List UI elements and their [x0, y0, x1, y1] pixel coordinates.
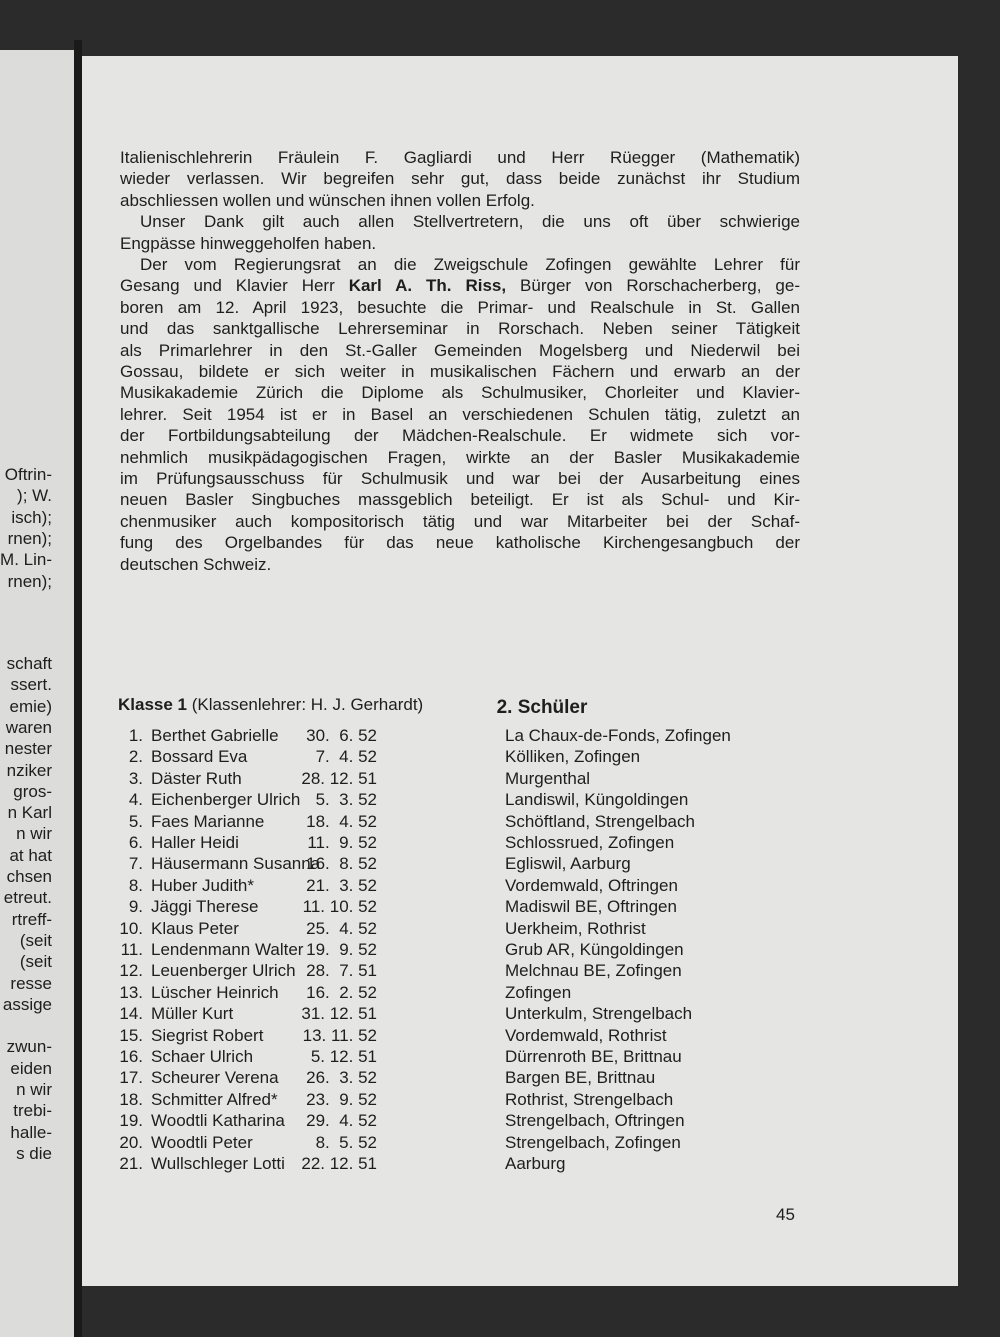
hometown-residence: Uerkheim, Rothrist — [505, 918, 646, 938]
hometown-residence: Landiswil, Küngoldingen — [505, 790, 689, 810]
hometown-residence: Strengelbach, Zofingen — [505, 1132, 681, 1152]
hometown-residence: Melchnau BE, Zofingen — [505, 961, 682, 981]
table-row — [0, 1047, 900, 1068]
birth-date: 16. 8. 52 — [306, 854, 377, 874]
body-text-line: chenmusiker auch kompositorisch tätig und war Mitarbeiter bei der Schaf- — [120, 511, 800, 531]
class-info — [118, 695, 423, 715]
student-number: 9. — [128, 897, 143, 917]
body-text-line: Engpässe hinweggeholfen haben. — [120, 233, 377, 253]
body-text-line: Musikakademie Zürich die Diplome als Schulmusiker, Chorleiter und Klavier- — [120, 383, 800, 403]
student-name: Häusermann Susanna — [151, 854, 321, 874]
student-number: 4. — [128, 790, 143, 810]
left-page-line: eiden — [10, 1058, 52, 1078]
table-row — [0, 1133, 900, 1154]
table-row — [0, 1026, 900, 1047]
student-number: 17. — [119, 1068, 143, 1088]
student-number: 1. — [128, 726, 143, 745]
left-page-line: resse — [10, 973, 52, 993]
student-name: Schaer Ulrich — [151, 1047, 254, 1066]
student-number: 5. — [128, 811, 143, 831]
student-name: Scheurer Verena — [151, 1068, 279, 1088]
left-page-line: nziker — [6, 760, 52, 780]
birth-date: 28. 12. 51 — [301, 768, 377, 788]
student-name: Eichenberger Ulrich — [151, 790, 301, 810]
hometown-residence: Murgenthal — [505, 768, 591, 788]
class-teacher: (Klassenlehrer: H. J. Gerhardt) — [191, 695, 424, 714]
body-text-line: Unser Dank gilt auch allen Stellvertretern, die uns oft über schwierige — [140, 212, 800, 232]
student-number: 3. — [128, 768, 143, 788]
table-row — [0, 747, 900, 768]
table-row — [0, 919, 900, 940]
hometown-residence: Kölliken, Zofingen — [505, 747, 641, 767]
hometown-residence: Schöftland, Strengelbach — [505, 811, 695, 831]
hometown-residence: Unterkulm, Strengelbach — [505, 1004, 693, 1024]
student-name: Siegrist Robert — [151, 1025, 264, 1045]
birth-date: 18. 4. 52 — [306, 811, 377, 831]
left-page-line: nester — [4, 739, 52, 759]
left-page-line: halle- — [10, 1122, 52, 1142]
student-name: Berthet Gabrielle — [151, 726, 279, 745]
student-number: 12. — [119, 961, 143, 981]
student-number: 18. — [119, 1089, 143, 1109]
body-text-line: lehrer. Seit 1954 ist er in Basel an verschiedenen Schulen tätig, zuletzt an — [120, 404, 800, 424]
left-page-line: n wir — [16, 824, 52, 844]
hometown-residence: Vordemwald, Oftringen — [505, 875, 678, 895]
student-number: 20. — [119, 1132, 143, 1152]
student-name: Bossard Eva — [151, 747, 248, 767]
hometown-residence: Bargen BE, Brittnau — [505, 1068, 656, 1088]
student-name: Müller Kurt — [151, 1004, 234, 1024]
birth-date: 11. 10. 52 — [302, 897, 377, 917]
text-segment: Gesang und Klavier Herr — [120, 276, 349, 296]
birth-date: 16. 2. 52 — [306, 982, 377, 1002]
left-page-line: ); W. — [17, 486, 52, 506]
student-number: 8. — [128, 875, 143, 895]
student-name: Faes Marianne — [151, 811, 265, 831]
birth-date: 26. 3. 52 — [306, 1068, 377, 1088]
left-page-line: emie) — [9, 696, 52, 716]
left-page-line: rnen); — [7, 571, 52, 591]
student-name: Huber Judith* — [151, 875, 255, 895]
birth-date: 19. 9. 52 — [306, 940, 377, 959]
table-row — [0, 854, 900, 875]
left-page-line: assige — [2, 994, 52, 1014]
table-row — [0, 769, 900, 790]
table-row — [0, 961, 900, 982]
body-text-line: fung des Orgelbandes für das neue katholische Kirchengesangbuch der — [120, 533, 800, 553]
page — [82, 56, 958, 1286]
birth-date: 7. 4. 52 — [315, 747, 377, 767]
table-row — [0, 897, 900, 918]
student-name: Leuenberger Ulrich — [151, 961, 296, 981]
birth-date: 5. 12. 51 — [310, 1047, 377, 1066]
birth-date: 21. 3. 52 — [306, 875, 377, 895]
hometown-residence: Strengelbach, Oftringen — [505, 1111, 685, 1131]
student-number: 2. — [128, 747, 143, 767]
left-page-line: n wir — [16, 1080, 52, 1099]
body-text-line: nehmlich musikpädagogischen Fragen, wirkte an der Basler Musikakademie — [120, 447, 800, 467]
hometown-residence: Egliswil, Aarburg — [505, 854, 631, 874]
hometown-residence: La Chaux-de-Fonds, Zofingen — [505, 726, 731, 745]
birth-date: 31. 12. 51 — [301, 1004, 377, 1024]
birth-date: 28. 7. 51 — [306, 961, 377, 981]
body-text-line: im Prüfungsausschuss für Schulmusik und war bei der Ausarbeitung eines — [120, 469, 800, 488]
left-page-line: etreut. — [3, 888, 52, 908]
left-page-line: rtreff- — [11, 909, 52, 929]
left-page-line: waren — [5, 717, 52, 737]
student-name: Jäggi Therese — [151, 897, 259, 917]
hometown-residence: Madiswil BE, Oftringen — [505, 897, 677, 917]
student-number: 11. — [120, 940, 143, 959]
birth-date: 13. 11. 52 — [302, 1025, 377, 1045]
birth-date: 5. 3. 52 — [315, 790, 377, 810]
left-page-line: rnen); — [7, 528, 52, 548]
left-page-line: chsen — [6, 867, 52, 886]
table-row — [0, 1004, 900, 1025]
left-page-line: gros- — [13, 781, 52, 801]
hometown-residence: Aarburg — [505, 1154, 566, 1173]
birth-date: 11. 9. 52 — [307, 833, 377, 852]
left-page-line: zwun- — [6, 1037, 52, 1057]
birth-date: 23. 9. 52 — [306, 1089, 377, 1109]
table-row — [0, 1154, 900, 1175]
left-page-line: trebi- — [13, 1101, 52, 1121]
student-name: Woodtli Peter — [151, 1132, 253, 1152]
table-row — [0, 1090, 900, 1111]
student-number: 6. — [128, 833, 143, 852]
hometown-residence: Grub AR, Küngoldingen — [505, 940, 684, 959]
table-row — [0, 876, 900, 897]
student-number: 7. — [128, 854, 143, 874]
student-name: Däster Ruth — [151, 768, 242, 788]
student-name: Woodtli Katharina — [151, 1111, 285, 1131]
left-page-line: s die — [16, 1143, 52, 1163]
birth-date: 22. 12. 51 — [301, 1154, 377, 1173]
student-name: Klaus Peter — [151, 918, 239, 938]
left-page-line: M. Lin- — [0, 550, 52, 570]
body-text-line: abschliessen wollen und wünschen ihnen vollen Erfolg. — [120, 190, 535, 210]
student-number: 14. — [119, 1004, 143, 1024]
body-text-line: wieder verlassen. Wir begreifen sehr gut, dass beide zunächst ihr Studium — [120, 169, 800, 189]
table-row — [0, 1068, 900, 1089]
body-text-line — [120, 275, 800, 296]
left-page-line: ssert. — [10, 675, 52, 695]
body-text-line: deutschen Schweiz. — [120, 554, 272, 574]
student-number: 21. — [119, 1154, 143, 1173]
body-text-line: Der vom Regierungsrat an die Zweigschule Zofingen gewählte Lehrer für — [140, 255, 800, 274]
birth-date: 25. 4. 52 — [306, 918, 377, 938]
left-page-line: Oftrin- — [4, 465, 52, 484]
student-number: 15. — [119, 1025, 143, 1045]
student-number: 13. — [119, 982, 143, 1002]
hometown-residence: Dürrenroth BE, Brittnau — [505, 1047, 682, 1066]
table-row — [0, 790, 900, 811]
body-text-line: als Primarlehrer in den St.-Galler Gemeinden Mogelsberg und Niederwil bei — [120, 340, 800, 360]
table-row — [0, 1111, 900, 1132]
body-text-line: neuen Basler Singbuches massgeblich beteiligt. Er ist als Schul- und Kir- — [120, 490, 800, 510]
left-page-line: at hat — [9, 845, 52, 865]
body-text-line: Italienischlehrerin Fräulein F. Gagliardi und Herr Rüegger (Mathematik) — [120, 148, 800, 167]
left-page-line: schaft — [6, 654, 52, 673]
student-name: Lendenmann Walter — [151, 940, 304, 959]
table-row — [0, 940, 900, 961]
text-segment: Bürger von Rorschacherberg, ge- — [506, 276, 800, 296]
body-text-line: boren am 12. April 1923, besuchte die Primar- und Realschule in St. Gallen — [120, 297, 800, 317]
left-page-line: n Karl — [7, 803, 52, 823]
hometown-residence: Zofingen — [505, 982, 572, 1002]
body-text-line: Gossau, bildete er sich weiter in musikalischen Fächern und erwarb an der — [120, 362, 800, 381]
table-row — [0, 983, 900, 1004]
bold-name: Karl A. Th. Riss, — [348, 276, 507, 296]
hometown-residence: Rothrist, Strengelbach — [505, 1089, 674, 1109]
left-page-line: (seit — [19, 952, 52, 972]
birth-date: 29. 4. 52 — [306, 1111, 377, 1131]
student-name: Lüscher Heinrich — [151, 982, 279, 1002]
body-text-line: der Fortbildungsabteilung der Mädchen-Realschule. Er widmete sich vor- — [120, 426, 800, 446]
table-row — [0, 726, 900, 747]
table-row — [0, 833, 900, 854]
student-number: 10. — [119, 918, 143, 938]
section-heading: 2. Schüler — [496, 697, 588, 718]
birth-date: 30. 6. 52 — [306, 726, 377, 745]
student-name: Schmitter Alfred* — [151, 1089, 278, 1109]
class-label: Klasse 1 — [118, 695, 187, 714]
student-name: Haller Heidi — [151, 833, 239, 852]
student-number: 19. — [119, 1111, 143, 1131]
student-number: 16. — [119, 1047, 143, 1066]
hometown-residence: Schlossrued, Zofingen — [505, 833, 675, 852]
page-number: 45 — [776, 1205, 795, 1224]
left-page-line: (seit — [19, 930, 52, 950]
hometown-residence: Vordemwald, Rothrist — [505, 1025, 667, 1045]
student-name: Wullschleger Lotti — [151, 1154, 285, 1173]
body-text-line: und das sanktgallische Lehrerseminar in Rorschach. Neben seiner Tätigkeit — [120, 319, 800, 339]
birth-date: 8. 5. 52 — [315, 1132, 377, 1152]
left-page-line: isch); — [11, 507, 52, 527]
table-row — [0, 812, 900, 833]
